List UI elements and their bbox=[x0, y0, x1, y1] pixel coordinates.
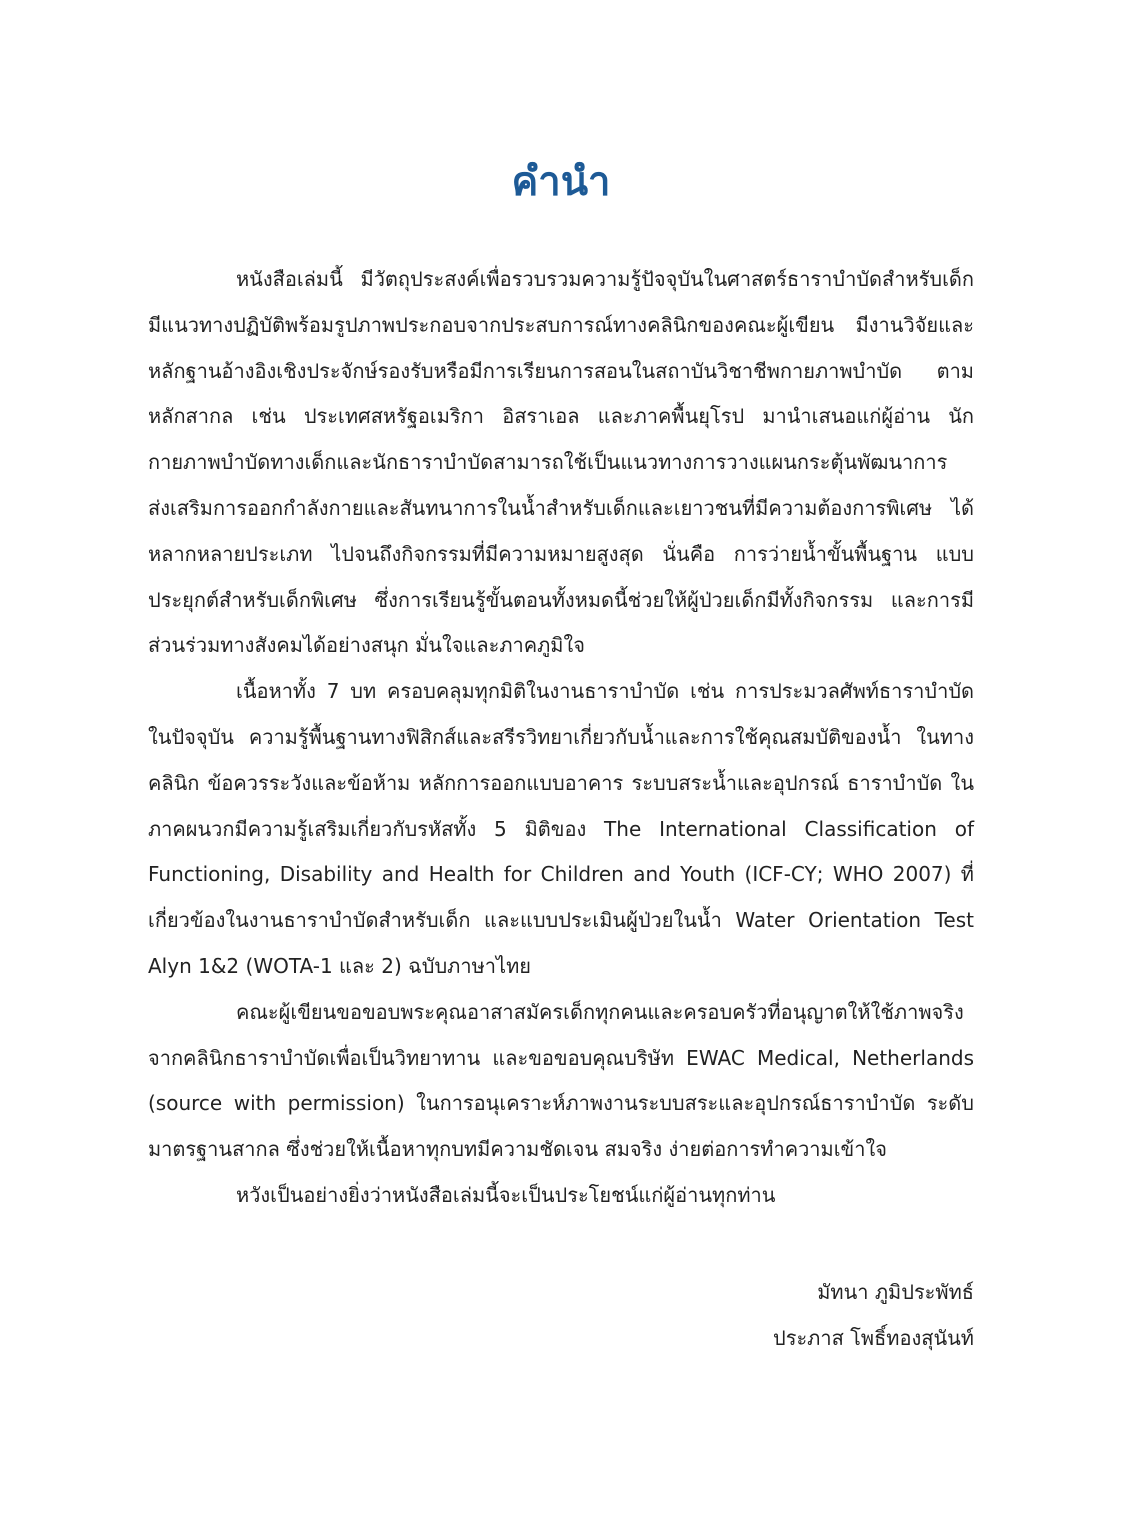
signature-block bbox=[600, 1270, 974, 1362]
paragraph-closing: หวังเป็นอย่างยิ่งว่าหนังสือเล่มนี้จะเป็นประโยชน์แก่ผู้อ่านทุกท่าน bbox=[236, 1182, 776, 1207]
paragraph-contents: เนื้อหาทั้ง 7 บท ครอบคลุมทุกมิติในงานธาราบำบัด เช่น การประมวลศัพท์ธาราบำบัด ในปัจจุบัน ความรู้พื้นฐานทางฟิสิกส์และสรีรวิทยาเกี่ยวกับน้ำและการใช้คุณสมบัติของน้ำ ในทางคลินิก ข้อควรระวังและข้อห้าม หลักการออกแบบอาคาร ระบบสระน้ำและอุปกรณ์ ธาราบำบัด ในภาคผนวกมีความรู้เสริมเกี่ยวกับรหัสทั้ง 5 มิติของ The International Classification of Functioning, Disability and Health for Children and Youth (ICF-CY; WHO 2007) ที่เกี่ยวข้องในงานธาราบำบัดสำหรับเด็ก และแบบประเมินผู้ป่วยในน้ำ Water Orientation Test Alyn 1&2 (WOTA-1 และ 2) ฉบับภาษาไทย bbox=[148, 679, 974, 978]
author-name: มัทนา ภูมิประพัทธ์ bbox=[817, 1280, 974, 1304]
preface-body bbox=[148, 257, 974, 1219]
author-name: ประภาส โพธิ์ทองสุนันท์ bbox=[773, 1325, 974, 1350]
paragraph-acknowledgements: คณะผู้เขียนขอขอบพระคุณอาสาสมัครเด็กทุกคนและครอบครัวที่อนุญาตให้ใช้ภาพจริง จากคลินิกธาราบำบัดเพื่อเป็นวิทยาทาน และขอขอบคุณบริษัท EWAC Medical, Netherlands (source with permission) ในการอนุเคราะห์ภาพงานระบบสระและอุปกรณ์ธาราบำบัด ระดับมาตรฐานสากล ซึ่งช่วยให้เนื้อหาทุกบทมีความชัดเจน สมจริง ง่ายต่อการทำความเข้าใจ bbox=[148, 999, 974, 1162]
paragraph-purpose: หนังสือเล่มนี้ มีวัตถุประสงค์เพื่อรวบรวมความรู้ปัจจุบันในศาสตร์ธาราบำบัดสำหรับเด็ก มีแนวทางปฏิบัติพร้อมรูปภาพประกอบจากประสบการณ์ทางคลินิกของคณะผู้เขียน มีงานวิจัยและหลักฐานอ้างอิงเชิงประจักษ์รองรับหรือมีการเรียนการสอนในสถาบันวิชาชีพกายภาพบำบัด ตามหลักสากล เช่น ประเทศสหรัฐอเมริกา อิสราเอล และภาคพื้นยุโรป มานำเสนอแก่ผู้อ่าน นักกายภาพบำบัดทางเด็กและนักธาราบำบัดสามารถใช้เป็นแนวทางการวางแผนกระตุ้นพัฒนาการ ส่งเสริมการออกกำลังกายและสันทนาการในน้ำสำหรับเด็กและเยาวชนที่มีความต้องการพิเศษ ได้หลากหลายประเภท ไปจนถึงกิจกรรมที่มีความหมายสูงสุด นั่นคือ การว่ายน้ำขั้นพื้นฐาน แบบประยุกต์สำหรับเด็กพิเศษ ซึ่งการเรียนรู้ขั้นตอนทั้งหมดนี้ช่วยให้ผู้ป่วยเด็กมีทั้งกิจกรรม และการมีส่วนร่วมทางสังคมได้อย่างสนุก มั่นใจและภาคภูมิใจ bbox=[148, 267, 974, 658]
page-title: คำนำ bbox=[511, 159, 611, 205]
